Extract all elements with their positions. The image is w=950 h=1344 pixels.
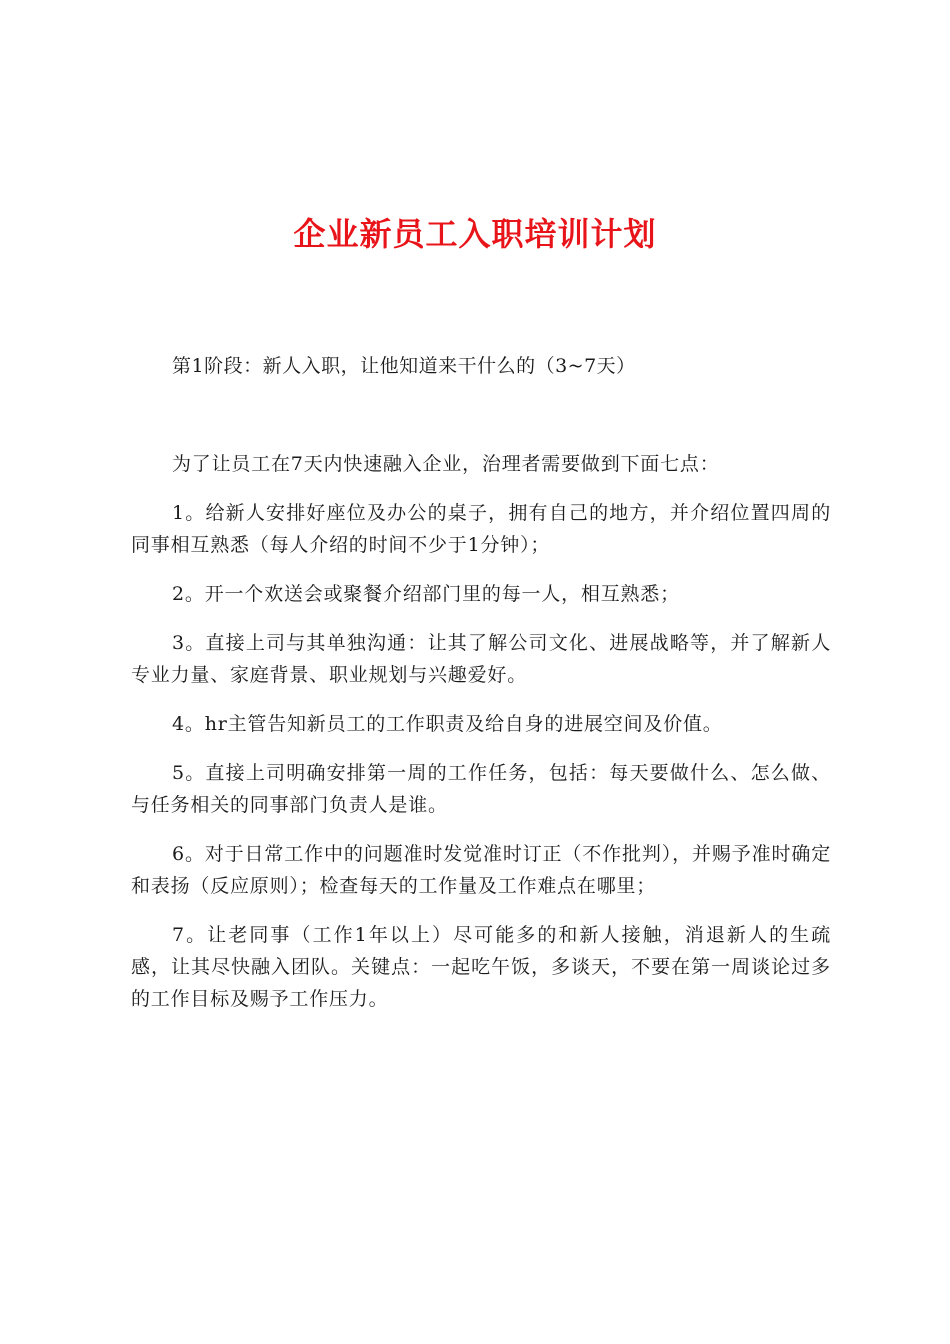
point-3-paragraph: 3。直接上司与其单独沟通：让其了解公司文化、进展战略等，并了解新人专业力量、家庭背景、职业规划与兴趣爱好。 [131,632,831,686]
point-7-paragraph: 7。让老同事（工作1年以上）尽可能多的和新人接触，消退新人的生疏感，让其尽快融入团队。关键点：一起吃午饭，多谈天，不要在第一周谈论过多的工作目标及赐予工作压力。 [131,924,831,1010]
intro-paragraph: 为了让员工在7天内快速融入企业，治理者需要做到下面七点： [172,453,720,475]
point-4-paragraph: 4。hr主管告知新员工的工作职责及给自身的进展空间及价值。 [172,713,723,735]
point-6-paragraph: 6。对于日常工作中的问题准时发觉准时订正（不作批判），并赐予准时确定和表扬（反应原则）；检查每天的工作量及工作难点在哪里； [131,843,831,897]
point-5-paragraph: 5。直接上司明确安排第一周的工作任务，包括：每天要做什么、怎么做、与任务相关的同事部门负责人是谁。 [131,762,831,816]
stage-heading: 第1阶段：新人入职，让他知道来干什么的（3~7天） [172,355,636,377]
document-body [131,448,831,1032]
point-2-paragraph: 2。开一个欢送会或聚餐介绍部门里的每一人，相互熟悉； [172,583,680,605]
document-title: 企业新员工入职培训计划 [293,215,657,253]
point-1-paragraph: 1。给新人安排好座位及办公的桌子，拥有自己的地方，并介绍位置四周的同事相互熟悉（每人介绍的时间不少于1分钟）； [131,502,831,556]
